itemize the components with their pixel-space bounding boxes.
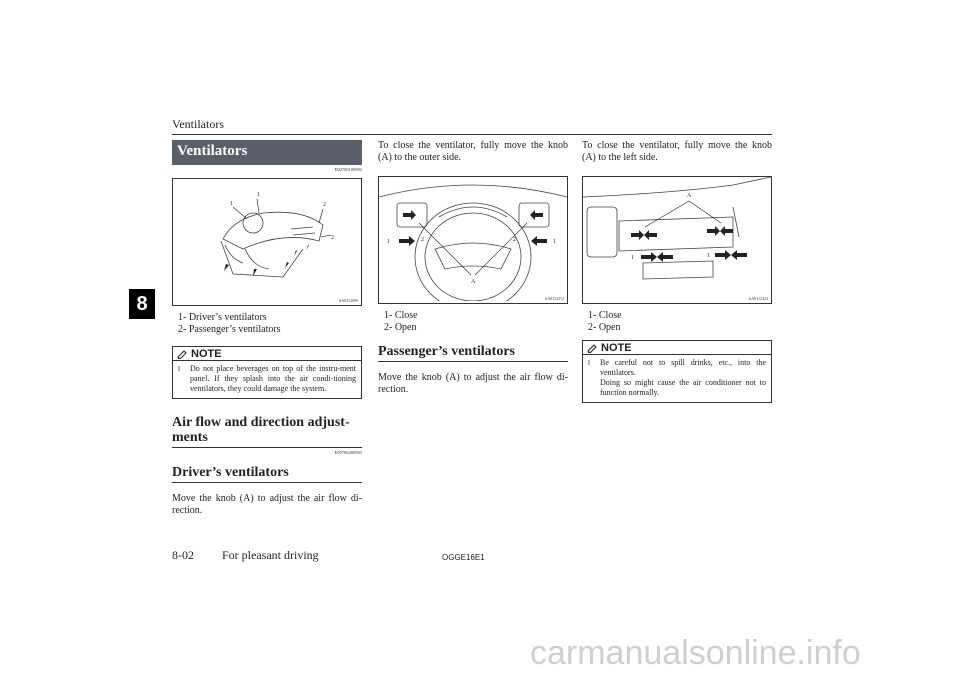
figure-code: AA0112312 — [544, 296, 564, 301]
running-header: Ventilators — [172, 117, 224, 131]
legend-item: 2- Open — [384, 322, 417, 333]
chapter-tab: 8 — [129, 289, 155, 319]
legend-item: 1- Close — [588, 310, 622, 321]
figure-legend — [378, 310, 568, 334]
svg-text:A: A — [471, 279, 476, 285]
svg-text:1: 1 — [553, 239, 556, 245]
note-box — [582, 340, 772, 403]
svg-text:2: 2 — [737, 253, 740, 259]
svg-text:1: 1 — [257, 192, 260, 198]
header-rule — [172, 134, 772, 135]
svg-text:1: 1 — [230, 201, 233, 207]
passenger-dash-illustration — [583, 177, 771, 301]
svg-text:A: A — [687, 193, 692, 199]
note-label: NOTE — [191, 347, 222, 360]
steering-wheel-illustration — [379, 177, 567, 301]
body-text: Move the knob (A) to adjust the air flow di-rection. — [172, 493, 362, 516]
svg-text:1: 1 — [631, 255, 634, 261]
heading-passengers-ventilators: Passenger’s ventilators — [378, 344, 568, 362]
watermark: carmanualsonline.info — [530, 634, 861, 672]
note-body — [583, 355, 771, 402]
note-text-group — [600, 358, 766, 398]
bullet: l — [588, 359, 590, 367]
note-text: Do not place beverages on top of the instru-ment panel. If they splash into the air condi-tioning ventilators, they could damage the system. — [190, 364, 356, 393]
column-2 — [378, 140, 568, 396]
svg-text:2: 2 — [661, 255, 664, 261]
figure-code: AA0112323 — [748, 296, 768, 301]
note-text: Be careful not to spill drinks, etc., into the ventilators. — [600, 358, 766, 377]
column-3 — [582, 140, 772, 403]
svg-text:2: 2 — [513, 237, 516, 243]
column-1 — [172, 140, 362, 517]
heading-air-flow: Air flow and direction adjust-ments — [172, 415, 362, 448]
legend-item: 1- Close — [384, 310, 418, 321]
note-pencil-icon — [177, 349, 188, 359]
svg-text:2: 2 — [331, 235, 334, 241]
note-header — [173, 347, 361, 361]
page-number: 8-02 — [172, 548, 194, 562]
figure-code: AA0112099 — [338, 298, 358, 303]
driver-ventilators-figure — [172, 178, 362, 306]
bullet: l — [178, 365, 180, 373]
note-box — [172, 346, 362, 399]
heading-drivers-ventilators: Driver’s ventilators — [172, 465, 362, 483]
note-label: NOTE — [601, 341, 632, 354]
document-code: OGGE16E1 — [442, 553, 485, 562]
svg-text:2: 2 — [421, 237, 424, 243]
dashboard-illustration — [173, 179, 361, 303]
legend-item: 1- Driver’s ventilators — [178, 312, 267, 323]
body-text: Move the knob (A) to adjust the air flow di-rection. — [378, 372, 568, 395]
note-pencil-icon — [587, 343, 598, 353]
note-text: Doing so might cause the air conditioner not to function normally. — [600, 378, 766, 397]
legend-item: 2- Open — [588, 322, 621, 333]
heading-code: E00700200983 — [334, 450, 362, 455]
passenger-vents-figure — [582, 176, 772, 304]
svg-text:2: 2 — [323, 202, 326, 208]
intro-text: To close the ventilator, fully move the knob (A) to the left side. — [582, 140, 772, 163]
figure-legend — [582, 310, 772, 334]
intro-text: To close the ventilator, fully move the knob (A) to the outer side. — [378, 140, 568, 163]
note-body — [173, 361, 361, 398]
section-name: For pleasant driving — [222, 548, 319, 562]
legend-item: 2- Passenger’s ventilators — [178, 324, 281, 335]
section-code: E00700100982 — [334, 167, 362, 172]
section-title: Ventilators — [172, 140, 362, 165]
svg-text:1: 1 — [387, 239, 390, 245]
svg-text:1: 1 — [707, 253, 710, 259]
note-header — [583, 341, 771, 355]
steering-vents-figure — [378, 176, 568, 304]
figure-legend — [172, 312, 362, 336]
